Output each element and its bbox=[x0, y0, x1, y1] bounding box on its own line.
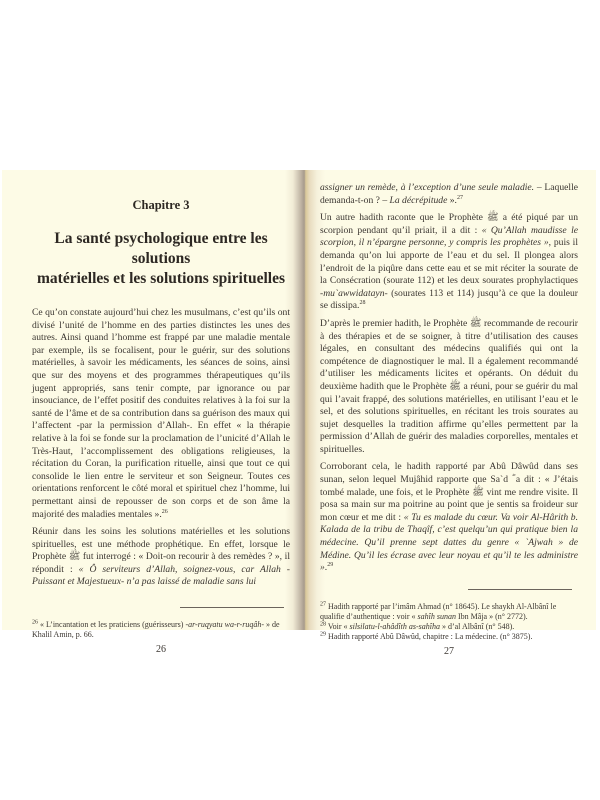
footnote bbox=[320, 622, 578, 632]
footnote-text: Hadith rapporté Abû Dâwûd, chapitre : La médecine. (n° 3875). bbox=[326, 631, 533, 641]
hadith-quote: « Qu’Allah maudisse le scorpion, il n’épargne personne, y compris les prophètes » bbox=[320, 224, 578, 249]
footnote-italic: sahîh sunan bbox=[417, 611, 456, 621]
footnote bbox=[32, 620, 290, 640]
footnote-text: Ibn Mâja » (n° 2772). bbox=[455, 611, 528, 621]
footnote-text: » de Khalil Amin, p. 66. bbox=[32, 620, 280, 640]
footnote bbox=[320, 632, 578, 642]
chapter-label: Chapitre 3 bbox=[132, 198, 190, 212]
page-number: 27 bbox=[444, 645, 454, 657]
right-page bbox=[320, 170, 579, 657]
paragraph bbox=[320, 461, 578, 574]
paragraph-text: Un autre hadith raconte que le Prophète ﷺ a été piqué par un scorpion pendant qu’il priait, il a dit : bbox=[320, 212, 578, 236]
chapter-title bbox=[32, 229, 290, 289]
paragraph bbox=[320, 212, 578, 313]
paragraph-text: , puis il demanda qu’on lui apporte de l’eau et du sel. Il plongea alors l’endroit de la piqûre dans cette eau et se mit réciter la sourate de la Consécration (sourate 112) et les deux sourates prophylactiques bbox=[320, 237, 578, 287]
transliteration: -mu`awwidatayn- bbox=[320, 287, 388, 299]
footnote-number: 28 bbox=[320, 621, 326, 628]
open-book-spread bbox=[2, 170, 596, 657]
book-gutter bbox=[285, 170, 328, 630]
paragraph-text: (sourates 113 et 114) jusqu’à ce que la douleur se dissipa. bbox=[320, 287, 578, 312]
paragraph bbox=[320, 318, 578, 457]
paragraph-text: ». bbox=[447, 194, 457, 206]
footnote-number: 29 bbox=[320, 631, 326, 638]
chapter-title-line-1: La santé psychologique entre les solutions bbox=[54, 230, 268, 267]
left-page bbox=[32, 170, 290, 656]
footnotes bbox=[320, 602, 578, 642]
footnote-text: « L’incantation et les praticiens (guérisseurs) bbox=[38, 620, 186, 630]
paragraph-text: . bbox=[324, 562, 328, 574]
footnote-ref: 28 bbox=[359, 300, 366, 307]
footnote-number: 27 bbox=[320, 601, 326, 608]
footnotes bbox=[32, 620, 290, 640]
footnote-number: 26 bbox=[32, 619, 38, 626]
footnote-text: » d’al Albânî (n° 548). bbox=[439, 621, 515, 631]
footnote-text: Voir « bbox=[326, 621, 350, 631]
footnote bbox=[320, 602, 578, 622]
chapter-title-line-2: matérielles et les solutions spirituelles bbox=[37, 270, 285, 287]
paragraph bbox=[32, 526, 290, 589]
page-number: 26 bbox=[156, 644, 166, 656]
hadith-quote: La décrépitude bbox=[389, 194, 448, 206]
footnote-italic: silsilatu-l-ahâdîth as-sahîha bbox=[349, 621, 440, 631]
hadith-quote: « Ô serviteurs d’Allah, soignez-vous, car Allah -Puissant et Majestueux- n’a pas laissé de maladie sans lui bbox=[32, 563, 290, 588]
hadith-quote: « Tu es malade du cœur. Va voir Al-Hârith b. Kalada de la tribu de Thaqîf, c’est quelqu’un qui pratique bien la médecine. Qu’il prenne sept dattes du genre « `Ajwah » de Médine. Qu’il les écrase avec leur noyau et qu’il te les administre » bbox=[320, 511, 578, 574]
footnote-ref: 29 bbox=[327, 562, 334, 569]
right-page-body bbox=[320, 182, 578, 575]
paragraph-text: Corroborant cela, le hadith rapporté par Abû Dâwûd dans ses sunan, selon lequel Mujâhid rapporte que Sa`d ؓ a dit : « J’étais tombé malade, une fois, et le Prophète ﷺ vint me rendre visite. Il posa sa main sur ma poitrine au point que je sentis sa froideur sur mon cœur et me dit : bbox=[320, 461, 578, 523]
footnote-ref: 27 bbox=[456, 194, 463, 201]
left-page-body bbox=[32, 307, 290, 589]
hadith-quote: assigner un remède, à l’exception d’une seule maladie. – bbox=[320, 182, 542, 193]
footnote-text: Hadith rapporté par l’imâm Ahmad (n° 18645). Le shaykh Al-Albânî le qualifie d’authentique : voir « bbox=[320, 601, 557, 621]
footnote-separator bbox=[180, 607, 284, 608]
paragraph bbox=[32, 307, 290, 521]
paragraph-text: D’après le premier hadith, le Prophète ﷺ recommande de recourir à des thérapies et de se soigner, à titre d’utilisation des causes légales, en consultant des médecins qualifiés qui ont la compétence de diagnostiquer le mal. Il a également recommandé d’utiliser les médicaments licites et opérants. On déduit du deuxième hadith que le Prophète ﷺ a réuni, pour se guérir du mal qui l’avait frappé, des solutions matérielles, en utilisant l’eau et le sel, et des solutions spirituelles, en récitant les trois sourates au sujet desquelles la tradition affirme qu’elles permettent par la permission d’Allah de guérir des maladies corporelles, mentales et spirituelles. bbox=[320, 317, 579, 455]
footnote-ref: 26 bbox=[161, 508, 168, 515]
paragraph-text: Réunir dans les soins les solutions matérielles et les solutions spirituelles, est une méthode prophétique. En effet, lorsque le Prophète ﷺ fut interrogé : « Doit-on recourir à des remèdes ? », il répondit : bbox=[32, 526, 290, 575]
paragraph-text: Ce qu’on constate aujourd’hui chez les musulmans, c’est qu’ils ont divisé l’unité de l’homme en des parties distinctes les unes des autres. Ainsi quand l’homme est frappé par une maladie mentale par exemple, ils se focalisent, pour le guérir, sur des solutions matérielles, à savoir les médicaments, les séances de soins, ainsi que sur des moyens et des programmes thérapeutiques qu’ils jugent appropriés, sans tenir compte, par ignorance ou par insouciance, de l’effet positif des conduites relatives à la foi sur la santé de l’âme et de sa contribution dans sa guérison des maux qui l’affectent -par la permission d’Allah-. En effet « la thérapie relative à la foi se fonde sur la proclamation de l’unicité d’Allah le Très-Haut, l’accomplissement des obligations religieuses, la récitation du Coran, la purification rituelle, ainsi que tout ce qui consolide le lien entre le serviteur et son Seigneur. Toutes ces orientations renforcent le côté moral et spirituel chez l’homme, lui permettant ainsi de repousser de son corps et de son âme la majorité des maladies mentales ». bbox=[32, 307, 290, 520]
paragraph bbox=[320, 182, 578, 207]
footnote-italic: -ar-ruqyatu wa-r-ruqâh- bbox=[185, 620, 264, 630]
paragraph-text: Laquelle demanda-t-on ? – bbox=[320, 182, 578, 206]
footnote-separator bbox=[468, 589, 572, 590]
